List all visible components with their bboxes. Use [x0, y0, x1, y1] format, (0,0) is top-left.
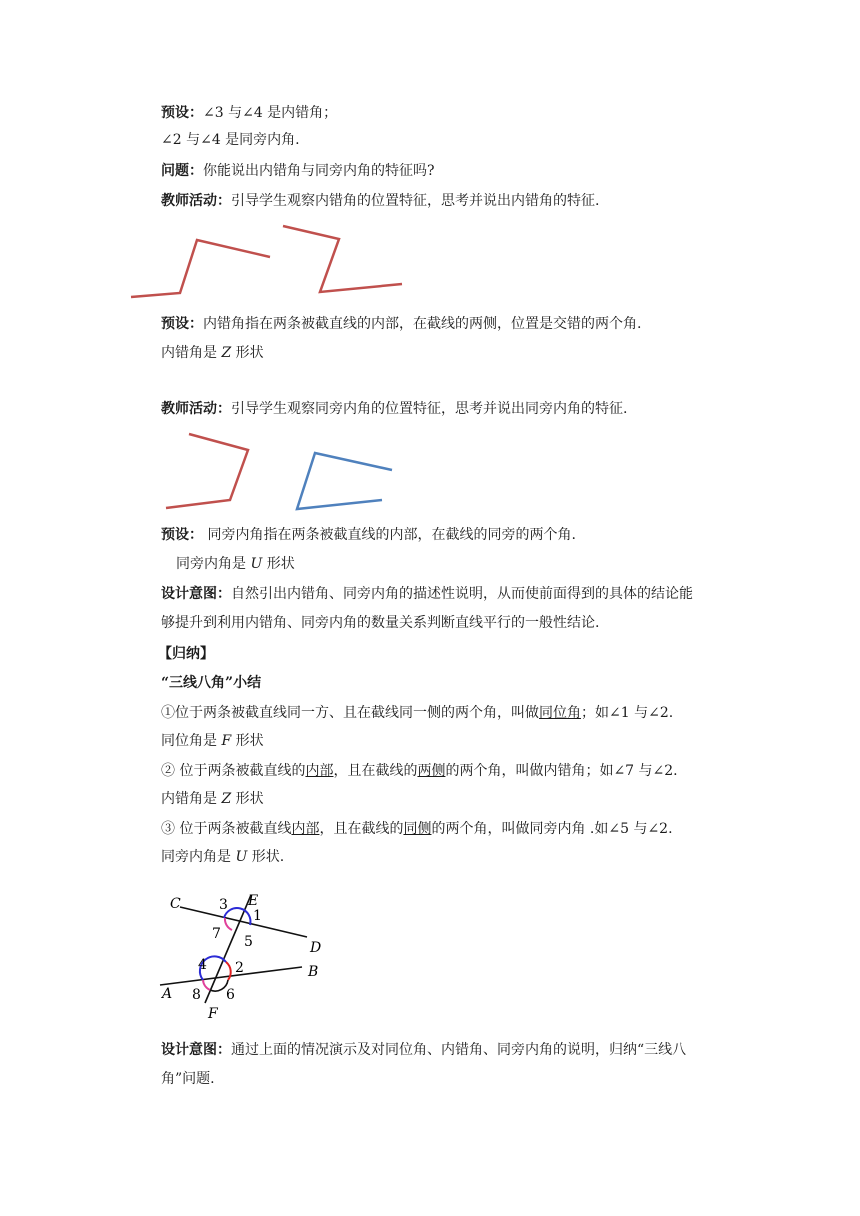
shape-prefix: 同旁内角是 — [176, 556, 251, 572]
shape-letter: Z — [221, 791, 232, 807]
preset-line-2: ∠2 与∠4 是同旁内角. — [161, 132, 300, 148]
teacher-text: 引导学生观察同旁内角的位置特征，思考并说出同旁内角的特征. — [231, 401, 628, 417]
summary-subheading: “三线八角”小结 — [161, 675, 262, 691]
arc-lower-magenta — [203, 980, 210, 990]
item-underlined: 同侧 — [403, 821, 432, 837]
label-1: 1 — [253, 908, 262, 924]
shape-suffix: 形状 — [231, 791, 264, 807]
label-8: 8 — [192, 987, 201, 1003]
item-underlined: 两侧 — [417, 763, 446, 779]
shape-prefix: 内错角是 — [161, 345, 222, 361]
design-text: 通过上面的情况演示及对同位角、内错角、同旁内角的说明，归纳“三线八 — [231, 1042, 687, 1058]
preset-text: 同旁内角指在两条被截直线的内部，在截线的同旁的两个角. — [203, 527, 576, 543]
label-B: B — [308, 964, 319, 980]
item-underlined: 同位角 — [539, 705, 581, 721]
shape-prefix: 内错角是 — [161, 791, 222, 807]
label-C: C — [170, 896, 181, 912]
design-intent-2 — [161, 1040, 686, 1060]
label-5: 5 — [244, 934, 253, 950]
shape-letter: U — [250, 556, 263, 572]
question-label: 问题： — [161, 163, 203, 179]
item-text: ，且在截线的 — [319, 821, 404, 837]
teacher-text: 引导学生观察内错角的位置特征，思考并说出内错角的特征. — [231, 193, 600, 209]
shape-letter: F — [221, 733, 232, 749]
shape-prefix: 同位角是 — [161, 733, 222, 749]
preset-text: ∠3 与∠4 是内错角； — [203, 105, 338, 121]
preset-label: 预设： — [161, 527, 203, 543]
item-underlined: 内部 — [291, 821, 320, 837]
design-intent-2-cont: 角”问题. — [161, 1071, 215, 1087]
item-text: ② 位于两条被截直线的 — [161, 763, 306, 779]
item-text: 的两个角，叫做同旁内角 .如∠5 与∠2. — [431, 821, 673, 837]
shape-letter: U — [235, 849, 248, 865]
label-F: F — [208, 1006, 218, 1022]
item-text: ①位于两条被截直线同一方、且在截线同一侧的两个角，叫做 — [161, 705, 539, 721]
question-text: 你能说出内错角与同旁内角的特征吗? — [203, 163, 435, 179]
item-text: ③ 位于两条被截直线 — [161, 821, 292, 837]
summary-heading: 【归纳】 — [158, 646, 214, 662]
item-text: 的两个角，叫做内错角；如∠7 与∠2. — [445, 763, 678, 779]
shape-letter: Z — [221, 345, 232, 361]
teacher-label: 教师活动： — [161, 401, 231, 417]
label-A: A — [162, 986, 173, 1002]
preset-text: 内错角指在两条被截直线的内部，在截线的两侧，位置是交错的两个角. — [203, 316, 642, 332]
design-intent-1-cont: 够提升到利用内错角、同旁内角的数量关系判断直线平行的一般性结论. — [161, 615, 600, 631]
design-label: 设计意图： — [161, 586, 231, 602]
label-D: D — [310, 940, 322, 956]
shape-suffix: 形状 — [262, 556, 295, 572]
label-3: 3 — [219, 897, 228, 913]
label-7: 7 — [212, 926, 221, 942]
design-label: 设计意图： — [161, 1042, 231, 1058]
item-underlined: 内部 — [305, 763, 334, 779]
item-text: ，且在截线的 — [333, 763, 418, 779]
preset-label: 预设： — [161, 105, 203, 121]
shape-prefix: 同旁内角是 — [161, 849, 236, 865]
label-6: 6 — [226, 987, 235, 1003]
shape-suffix: 形状. — [247, 849, 285, 865]
label-E: E — [248, 893, 259, 909]
shape-suffix: 形状 — [231, 733, 264, 749]
design-text: 自然引出内错角、同旁内角的描述性说明，从而使前面得到的具体的结论能 — [231, 586, 693, 602]
teacher-label: 教师活动： — [161, 193, 231, 209]
preset-label: 预设： — [161, 316, 203, 332]
label-2: 2 — [235, 960, 244, 976]
label-4: 4 — [198, 957, 207, 973]
item-text: ；如∠1 与∠2. — [581, 705, 674, 721]
shape-suffix: 形状 — [231, 345, 264, 361]
